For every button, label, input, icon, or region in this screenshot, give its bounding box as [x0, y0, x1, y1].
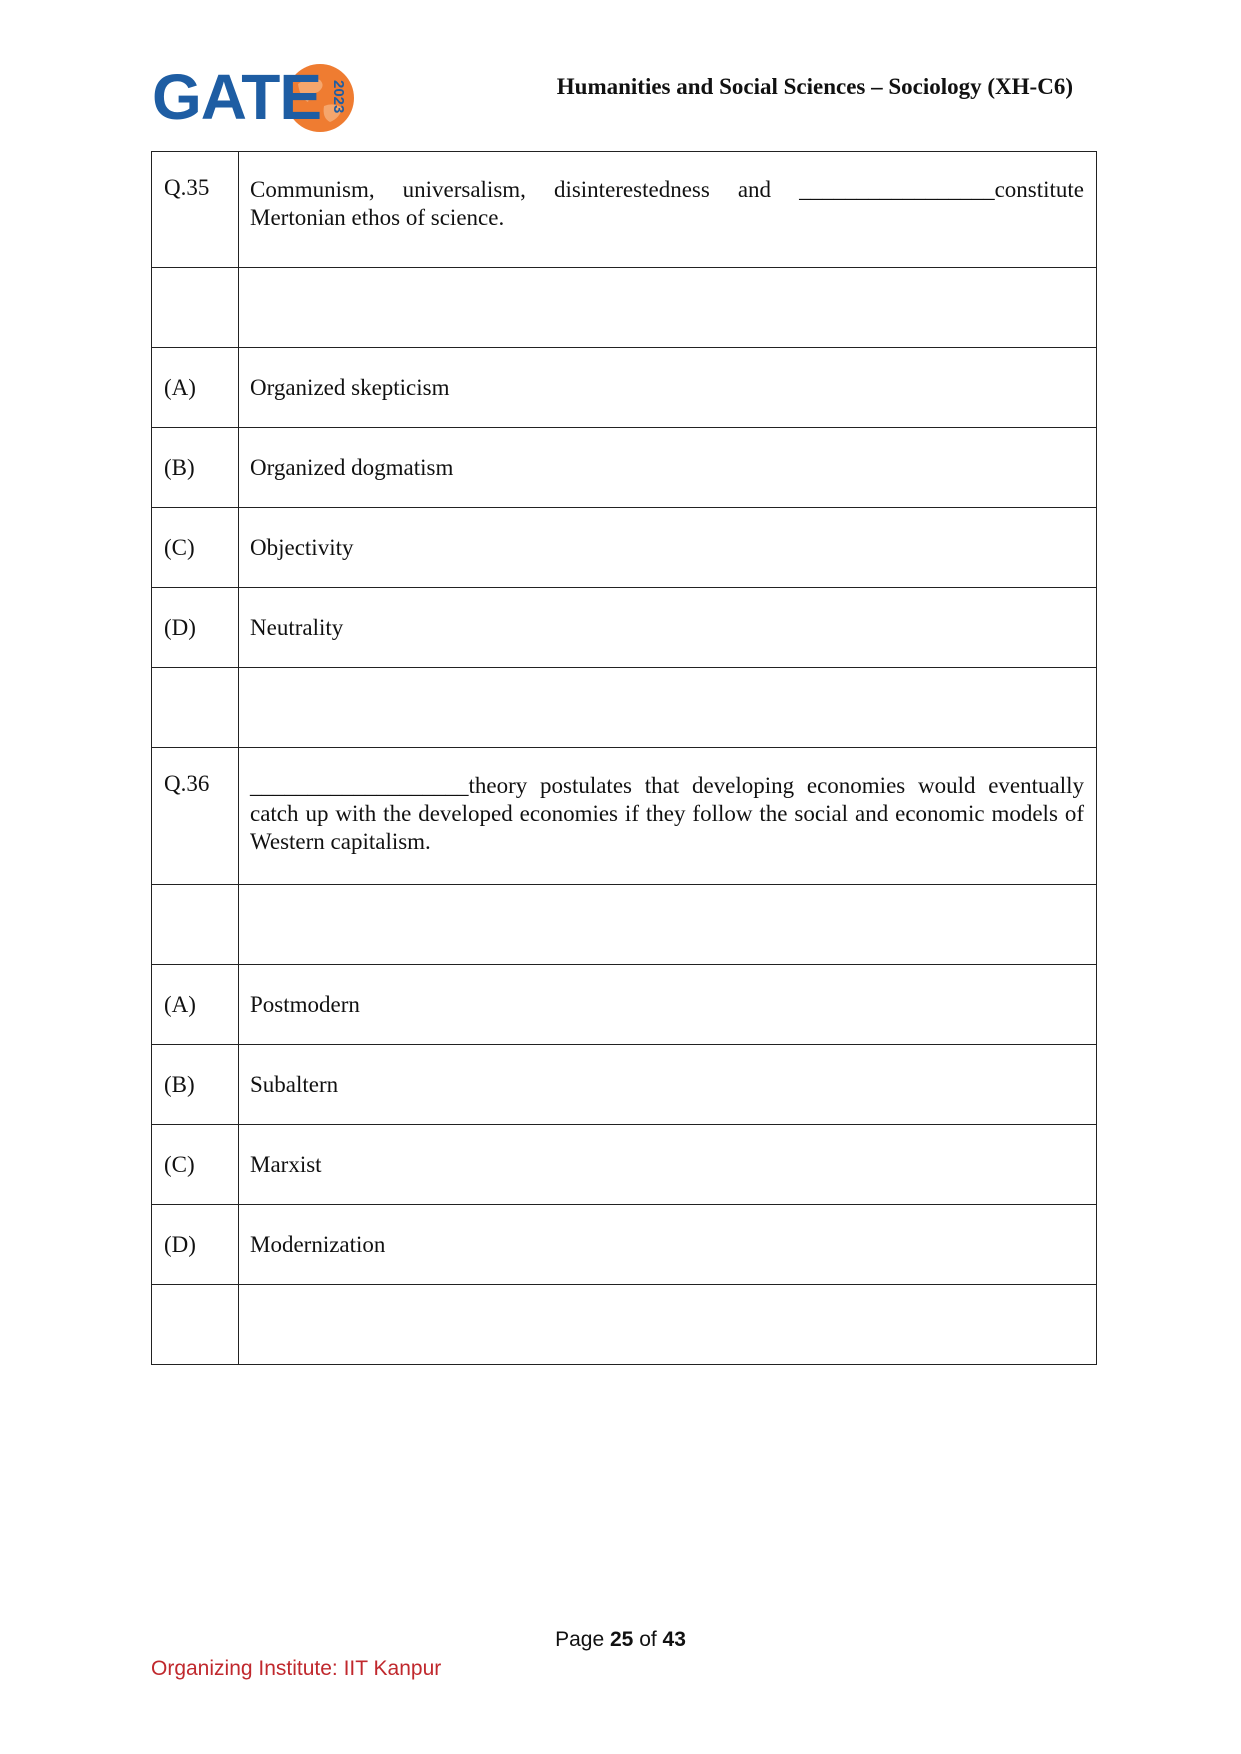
question-row	[152, 748, 1097, 885]
gate-logo	[152, 58, 362, 142]
blank-row	[152, 1285, 1097, 1365]
option-row	[152, 348, 1097, 428]
page-title: Humanities and Social Sciences – Sociology (XH-C6)	[556, 74, 1073, 99]
logo-year: 2023	[330, 80, 347, 114]
page-number	[0, 1628, 1241, 1652]
question-text: ___________________theory postulates that developing economies would eventually catch up with the developed economies if they follow the social and economic models of Western capitalism.	[239, 748, 1097, 885]
blank-row	[152, 668, 1097, 748]
option-text: Marxist	[239, 1125, 1097, 1205]
option-text: Organized skepticism	[239, 348, 1097, 428]
option-label: (C)	[152, 1125, 239, 1205]
page-total: 43	[662, 1628, 686, 1651]
option-text: Subaltern	[239, 1045, 1097, 1125]
page-sep: of	[639, 1628, 657, 1651]
option-row	[152, 588, 1097, 668]
page-prefix: Page	[555, 1628, 605, 1651]
blank-row	[152, 268, 1097, 348]
option-row	[152, 508, 1097, 588]
option-label: (A)	[152, 348, 239, 428]
question-number: Q.36	[152, 748, 239, 885]
organizing-institute: Organizing Institute: IIT Kanpur	[151, 1657, 442, 1680]
question-row	[152, 152, 1097, 268]
question-table	[151, 151, 1097, 1365]
option-label: (D)	[152, 1205, 239, 1285]
option-label: (D)	[152, 588, 239, 668]
page-current: 25	[609, 1628, 634, 1651]
option-row	[152, 1205, 1097, 1285]
option-label: (A)	[152, 965, 239, 1045]
option-row	[152, 1045, 1097, 1125]
blank-row	[152, 885, 1097, 965]
option-label: (C)	[152, 508, 239, 588]
option-row	[152, 1125, 1097, 1205]
question-text: Communism, universalism, disinterestedness and _________________constitute Mertonian ethos of science.	[239, 152, 1097, 268]
option-text: Organized dogmatism	[239, 428, 1097, 508]
option-text: Objectivity	[239, 508, 1097, 588]
option-text: Modernization	[239, 1205, 1097, 1285]
option-text: Postmodern	[239, 965, 1097, 1045]
option-row	[152, 428, 1097, 508]
logo-wordmark: GATE	[152, 61, 322, 133]
option-label: (B)	[152, 1045, 239, 1125]
option-label: (B)	[152, 428, 239, 508]
option-row	[152, 965, 1097, 1045]
option-text: Neutrality	[239, 588, 1097, 668]
question-number: Q.35	[152, 152, 239, 268]
